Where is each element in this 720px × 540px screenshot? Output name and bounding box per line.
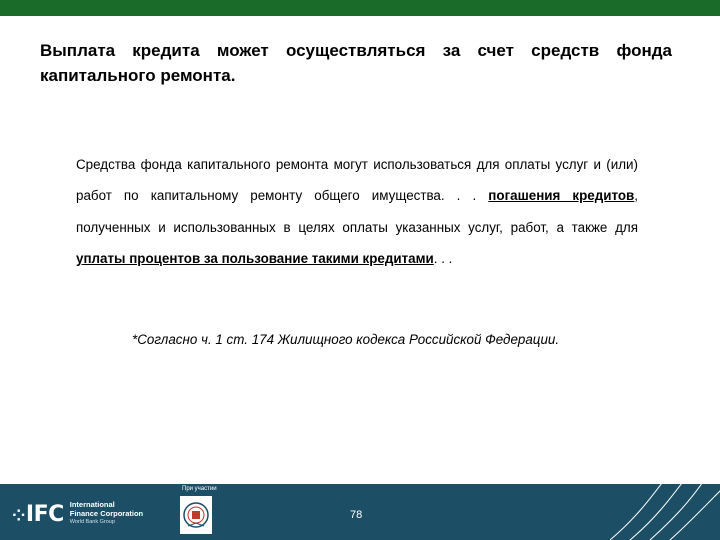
body-emphasis-2: уплаты процентов за пользование такими кредитами [76, 250, 434, 266]
top-accent-bar [0, 0, 720, 16]
slide-title: Выплата кредита может осуществляться за счет средств фонда капитального ремонта. [40, 41, 672, 85]
ifc-dots-icon: ⁘ [12, 505, 25, 525]
ifc-name-line-1: International [69, 500, 115, 510]
ifc-logo [12, 502, 143, 526]
body-paragraph [76, 149, 638, 274]
footer-bar [0, 484, 720, 540]
partner-emblem-icon [180, 496, 212, 534]
footnote: *Согласно ч. 1 ст. 174 Жилищного кодекса Российской Федерации. [132, 332, 560, 347]
ifc-mark-text: IFC [25, 501, 64, 527]
ifc-name [70, 501, 143, 527]
body-text-part-1: Средства фонда капитального ремонта могут использоваться для оплаты услуг и (или) работ по капитальному ремонту общего имущества. . . [76, 157, 638, 204]
ifc-subtitle: World Bank Group [69, 519, 115, 526]
body-text-part-2: , полученных и использованных в целях оплаты указанных услуг, работ, а также для [76, 188, 639, 235]
partner-label: При участии [182, 486, 217, 492]
body-emphasis-1: погашения кредитов [488, 188, 635, 204]
page-number: 78 [350, 509, 363, 521]
ifc-name-line-2: Finance Corporation [69, 508, 144, 518]
decorative-lines-icon [610, 484, 720, 540]
body-text-part-3: . . . [433, 250, 453, 266]
